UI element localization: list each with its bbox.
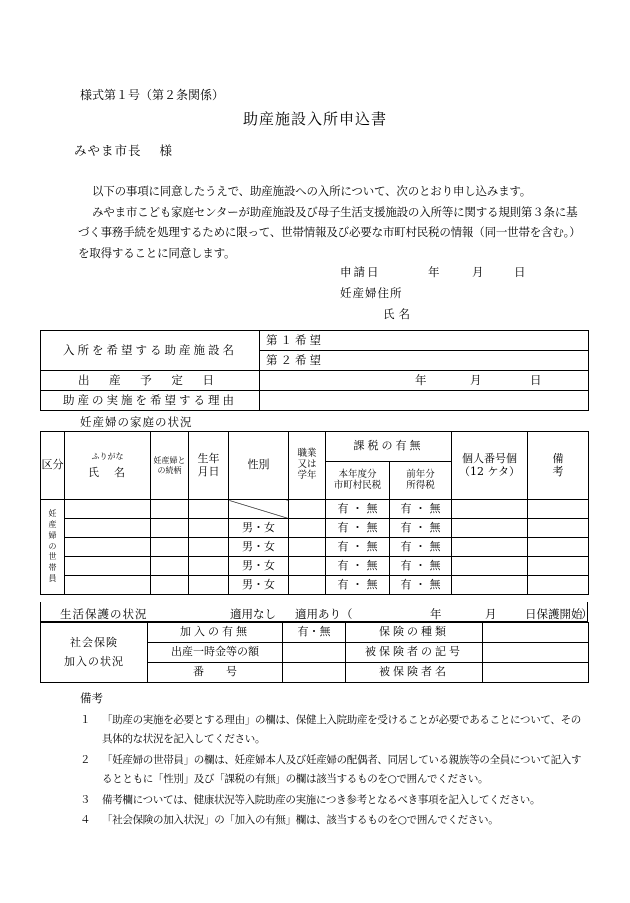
member-mynumber-cell[interactable] bbox=[452, 538, 528, 557]
member-birth-cell[interactable] bbox=[189, 519, 229, 538]
insured-symbol-field[interactable] bbox=[483, 643, 589, 663]
household-table bbox=[40, 431, 589, 595]
insurance-type-label: 保険の種類 bbox=[346, 623, 483, 643]
member-sex-choice[interactable]: 男・女 bbox=[229, 519, 289, 538]
member-relation-cell[interactable] bbox=[151, 557, 189, 576]
member-relation-cell[interactable] bbox=[151, 576, 189, 595]
col-name-label: 氏 名 bbox=[88, 465, 127, 479]
consent-line-2: みやま市こども家庭センターが助産施設及び母子生活支援施設の入所等に関する規則第３条に基 bbox=[92, 205, 578, 219]
table-row bbox=[41, 538, 589, 557]
insurance-label bbox=[41, 623, 148, 683]
note-3-number: ３ bbox=[80, 794, 91, 806]
addressee-name: みやま市長 bbox=[74, 143, 142, 158]
member-tax-this[interactable]: 有 ・ 無 bbox=[326, 500, 390, 519]
table-row bbox=[41, 519, 589, 538]
welfare-label: 生活保護の状況 bbox=[60, 607, 148, 621]
col-furigana: ふりがな bbox=[91, 451, 124, 461]
member-job-cell[interactable] bbox=[289, 576, 326, 595]
note-3 bbox=[80, 792, 540, 807]
member-remarks-cell[interactable] bbox=[528, 576, 589, 595]
note-1 bbox=[80, 712, 581, 727]
note-1-text: 「助産の実施を必要とする理由」の欄は、保健上入院助産を受けることが必要であることについて、その bbox=[102, 714, 581, 726]
form-number: 様式第１号（第２条関係） bbox=[80, 88, 225, 102]
col-relation: 妊産婦との続柄 bbox=[151, 432, 189, 500]
note-2-text: 「妊産婦の世帯員」の欄は、妊産婦本人及び妊産婦の配偶者、同居している親族等の全員について記入す bbox=[102, 754, 582, 766]
addressee-suffix: 様 bbox=[159, 143, 174, 158]
insurance-label-1: 社会保険 bbox=[70, 635, 118, 649]
applicant-address-label: 妊産婦住所 bbox=[340, 286, 403, 300]
member-sex-choice[interactable]: 男・女 bbox=[229, 557, 289, 576]
welfare-month: 月 bbox=[485, 607, 497, 621]
member-name-cell[interactable] bbox=[65, 519, 151, 538]
table-row bbox=[41, 500, 589, 519]
member-tax-this[interactable]: 有 ・ 無 bbox=[326, 519, 390, 538]
member-job-cell[interactable] bbox=[289, 538, 326, 557]
insurance-table bbox=[40, 622, 589, 683]
col-kubun: 区分 bbox=[41, 432, 65, 500]
note-3-text: 備考欄については、健康状況等入院助産の実施につき参考となるべき事項を記入してください。 bbox=[102, 794, 541, 806]
member-remarks-cell[interactable] bbox=[528, 538, 589, 557]
col-tax-prev-type: 所得税 bbox=[406, 479, 435, 491]
note-2-number: ２ bbox=[80, 754, 91, 766]
member-relation-cell[interactable] bbox=[151, 519, 189, 538]
consent-line-4: を取得することに同意します。 bbox=[78, 246, 236, 260]
note-2 bbox=[80, 752, 581, 767]
col-tax: 課税の有無 bbox=[326, 432, 452, 462]
member-birth-cell[interactable] bbox=[189, 538, 229, 557]
member-tax-prev[interactable]: 有 ・ 無 bbox=[390, 557, 452, 576]
welfare-none-option[interactable]: 適用なし bbox=[230, 607, 276, 621]
col-mynumber bbox=[452, 432, 528, 500]
member-sex-cell-diagonal bbox=[229, 500, 289, 519]
number-field[interactable] bbox=[283, 663, 346, 683]
col-tax-this-type: 市町村民税 bbox=[333, 479, 382, 491]
member-tax-prev[interactable]: 有 ・ 無 bbox=[390, 576, 452, 595]
member-birth-cell[interactable] bbox=[189, 557, 229, 576]
note-4-text: 「社会保険の加入状況」の「加入の有無」欄は、該当するものを○で囲んでください。 bbox=[102, 814, 499, 826]
insurance-join-value[interactable]: 有・無 bbox=[283, 623, 346, 643]
due-month: 月 bbox=[470, 372, 482, 387]
col-tax-this-year bbox=[326, 462, 390, 500]
member-mynumber-cell[interactable] bbox=[452, 576, 528, 595]
col-birth: 生年月日 bbox=[189, 432, 229, 500]
welfare-year: 年 bbox=[430, 607, 442, 621]
notes-title: 備考 bbox=[80, 691, 103, 705]
member-remarks-cell[interactable] bbox=[528, 519, 589, 538]
note-1-number: １ bbox=[80, 714, 91, 726]
member-name-cell[interactable] bbox=[65, 576, 151, 595]
col-tax-prev-label: 前年分 bbox=[406, 468, 435, 480]
member-sex-choice[interactable]: 男・女 bbox=[229, 538, 289, 557]
col-mynumber-label: 個人番号個 bbox=[462, 451, 517, 465]
member-tax-prev[interactable]: 有 ・ 無 bbox=[390, 519, 452, 538]
facility-choice-1[interactable]: 第１希望 bbox=[260, 331, 589, 351]
household-caption: 妊産婦の家庭の状況 bbox=[80, 415, 193, 429]
welfare-applied-option[interactable]: 適用あり（ bbox=[295, 607, 353, 621]
consent-line-3: づく事務手続を処理するために限って、世帯情報及び必要な市町村民税の情報（同一世帯を含む。） bbox=[78, 225, 581, 239]
addressee bbox=[74, 141, 173, 159]
member-relation-cell[interactable] bbox=[151, 500, 189, 519]
household-member-label: 妊産婦の世帯員 bbox=[41, 500, 65, 595]
insurance-type-field[interactable] bbox=[483, 623, 589, 643]
welfare-close-paren: ） bbox=[581, 607, 593, 621]
note-2-continued: るとともに「性別」及び「課税の有無」の欄は該当するものを○で囲んでください。 bbox=[102, 773, 489, 785]
insurance-label-2: 加入の状況 bbox=[64, 654, 124, 668]
facility-label: 入所を希望する助産施設名 bbox=[41, 331, 260, 371]
col-tax-this-label: 本年度分 bbox=[338, 468, 377, 480]
member-job-cell[interactable] bbox=[289, 500, 326, 519]
page-title: 助産施設入所申込書 bbox=[242, 110, 387, 128]
member-name-cell[interactable] bbox=[65, 538, 151, 557]
application-date-month[interactable]: 月 bbox=[472, 265, 484, 279]
reason-label: 助産の実施を希望する理由 bbox=[41, 391, 260, 411]
member-birth-cell[interactable] bbox=[189, 500, 229, 519]
member-tax-prev[interactable]: 有 ・ 無 bbox=[390, 500, 452, 519]
note-4-number: ４ bbox=[80, 814, 91, 826]
applicant-name-label: 氏名 bbox=[383, 307, 414, 321]
col-mynumber-digits: （12 ケタ） bbox=[459, 464, 520, 478]
member-mynumber-cell[interactable] bbox=[452, 557, 528, 576]
insured-symbol-label: 被保険者の記号 bbox=[346, 643, 483, 663]
application-date-day[interactable]: 日 bbox=[514, 265, 526, 279]
member-name-cell[interactable] bbox=[65, 500, 151, 519]
member-tax-prev[interactable]: 有 ・ 無 bbox=[390, 538, 452, 557]
member-tax-this[interactable]: 有 ・ 無 bbox=[326, 576, 390, 595]
lump-sum-field[interactable] bbox=[283, 643, 346, 663]
number-label: 番 号 bbox=[148, 663, 283, 683]
reason-field[interactable] bbox=[260, 391, 589, 411]
col-sex: 性別 bbox=[229, 432, 289, 500]
due-date-field[interactable] bbox=[260, 371, 589, 391]
insured-name-label: 被保険者名 bbox=[346, 663, 483, 683]
table-row bbox=[41, 576, 589, 595]
col-tax-prev-year bbox=[390, 462, 452, 500]
member-birth-cell[interactable] bbox=[189, 576, 229, 595]
facility-choice-2[interactable]: 第２希望 bbox=[260, 351, 589, 371]
member-mynumber-cell[interactable] bbox=[452, 500, 528, 519]
note-4 bbox=[80, 812, 498, 827]
member-job-cell[interactable] bbox=[289, 519, 326, 538]
due-date-label: 出 産 予 定 日 bbox=[41, 371, 260, 391]
member-name-cell[interactable] bbox=[65, 557, 151, 576]
due-day: 日 bbox=[530, 372, 542, 387]
member-tax-this[interactable]: 有 ・ 無 bbox=[326, 538, 390, 557]
col-remarks: 備考 bbox=[528, 432, 589, 500]
welfare-day-start: 日保護開始 bbox=[525, 607, 583, 621]
due-year: 年 bbox=[415, 372, 427, 387]
insurance-join-label: 加入の有無 bbox=[148, 623, 283, 643]
member-remarks-cell[interactable] bbox=[528, 500, 589, 519]
member-sex-choice[interactable]: 男・女 bbox=[229, 576, 289, 595]
insured-name-field[interactable] bbox=[483, 663, 589, 683]
application-date-year[interactable]: 年 bbox=[428, 265, 440, 279]
member-mynumber-cell[interactable] bbox=[452, 519, 528, 538]
note-1-continued: 具体的な状況を記入してください。 bbox=[102, 733, 266, 745]
col-job: 職業又は学年 bbox=[289, 432, 326, 500]
member-remarks-cell[interactable] bbox=[528, 557, 589, 576]
member-relation-cell[interactable] bbox=[151, 538, 189, 557]
lump-sum-label: 出産一時金等の額 bbox=[148, 643, 283, 663]
application-date-label: 申請日 bbox=[340, 265, 381, 279]
facility-table bbox=[40, 330, 589, 411]
col-name bbox=[65, 432, 151, 500]
table-row bbox=[41, 557, 589, 576]
consent-line-1: 以下の事項に同意したうえで、助産施設への入所について、次のとおり申し込みます。 bbox=[92, 184, 532, 198]
member-job-cell[interactable] bbox=[289, 557, 326, 576]
member-tax-this[interactable]: 有 ・ 無 bbox=[326, 557, 390, 576]
